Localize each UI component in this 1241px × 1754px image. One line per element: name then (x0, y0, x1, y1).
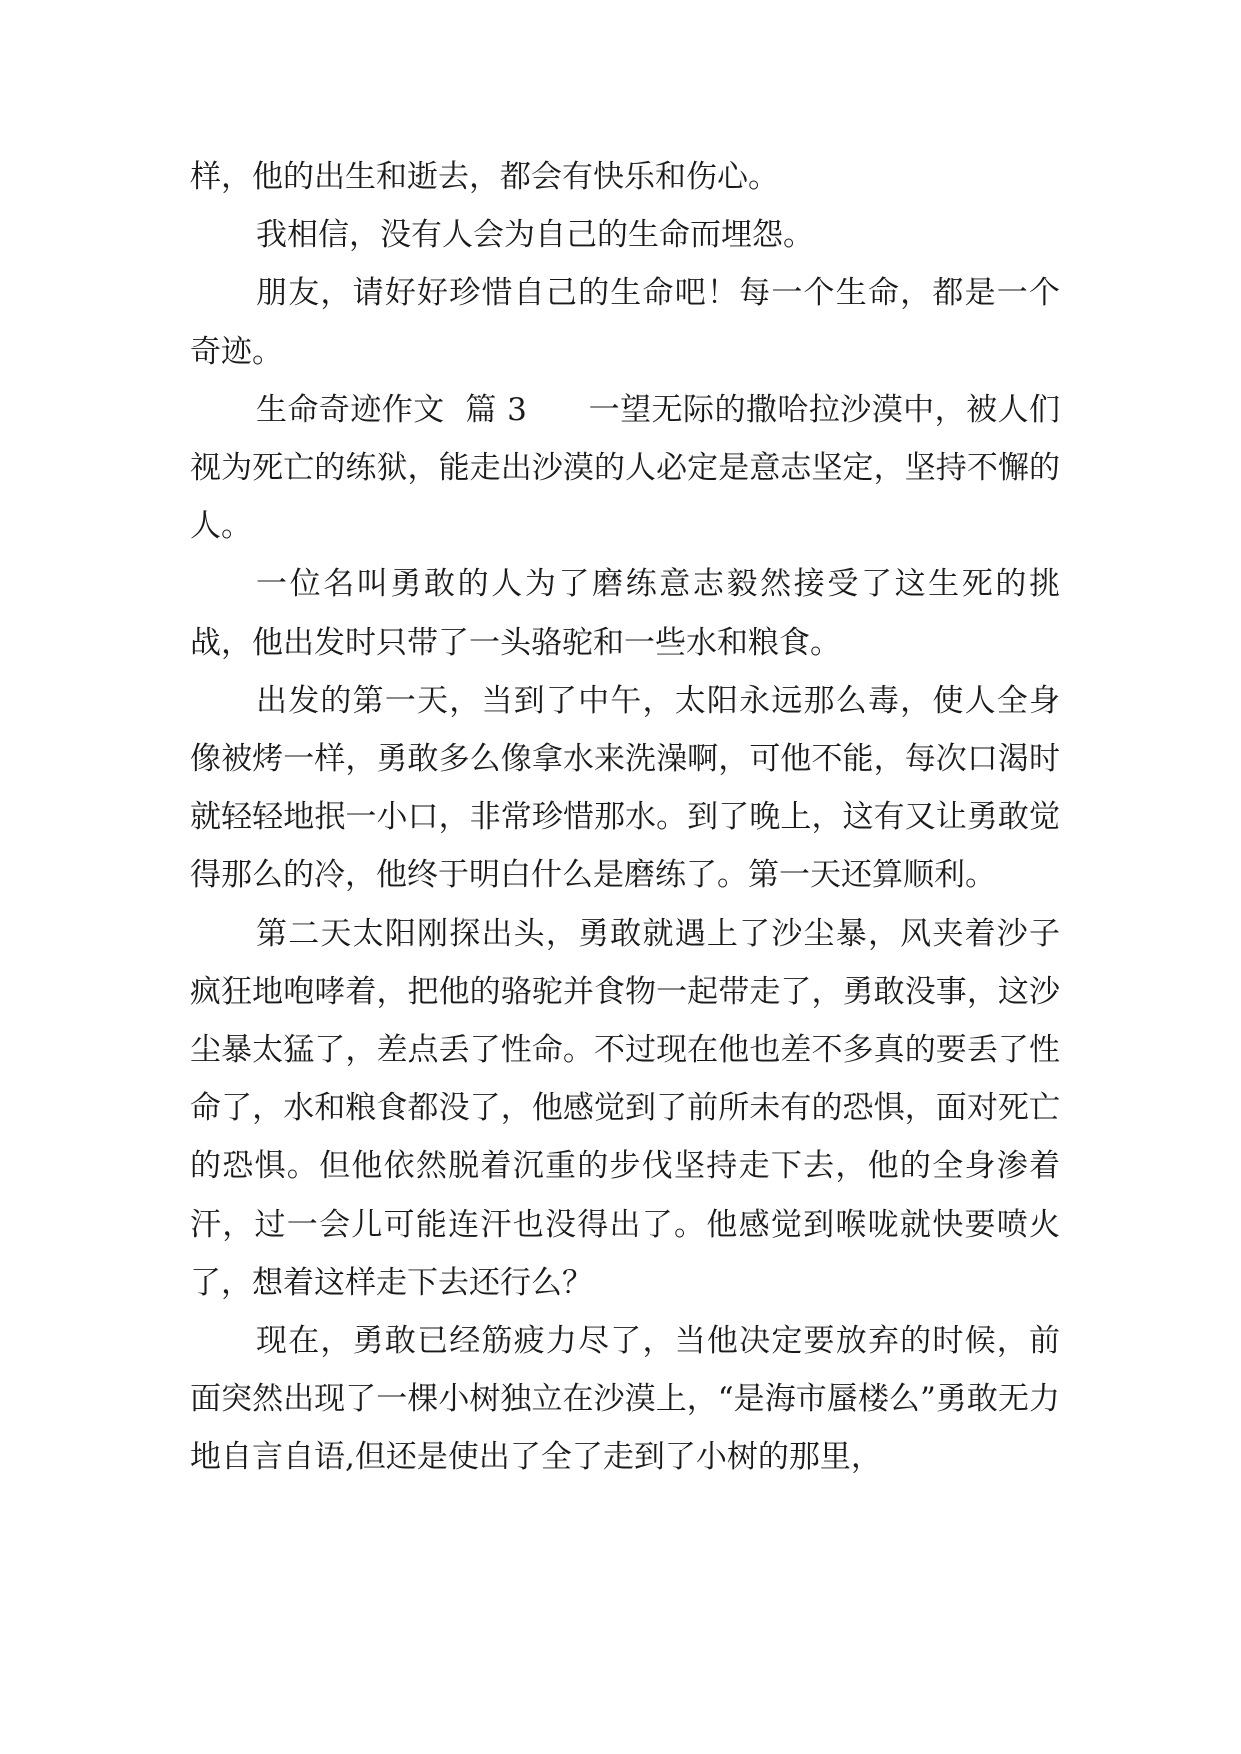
paragraph-continuation: 样，他的出生和逝去，都会有快乐和伤心。 (190, 159, 779, 195)
paragraph: 第二天太阳刚探出头，勇敢就遇上了沙尘暴，风夹着沙子疯狂地咆哮着，把他的骆驼并食物一起带走了，勇敢没事，这沙尘暴太猛了，差点丢了性命。不过现在他也差不多真的要丢了性命了，水和粮食都没了，他感觉到了前所未有的恐惧，面对死亡的恐惧。但他依然脱着沉重的步伐坚持走下去，他的全身渗着汗，过一会儿可能连汗也没得出了。他感觉到喉咙就快要喷火了，想着这样走下去还行么？ (190, 915, 1060, 1301)
paragraph: 出发的第一天，当到了中午，太阳永远那么毒，使人全身像被烤一样，勇敢多么像拿水来洗澡啊，可他不能，每次口渴时就轻轻地抿一小口，非常珍惜那水。到了晚上，这有又让勇敢觉得那么的冷，他终于明白什么是磨练了。第一天还算顺利。 (190, 682, 1060, 894)
paragraph: 我相信，没有人会为自己的生命而埋怨。 (256, 217, 814, 254)
paragraph: 一位名叫勇敢的人为了磨练意志毅然接受了这生死的挑战，他出发时只带了一头骆驼和一些水和粮食。 (190, 566, 1060, 661)
paragraph-section-heading: 生命奇迹作文 篇 3 一望无际的撒哈拉沙漠中，被人们视为死亡的练狱，能走出沙漠的人必定是意志坚定，坚持不懈的人。 (190, 391, 1060, 545)
body-text (190, 148, 1060, 1487)
paragraph: 现在，勇敢已经筋疲力尽了，当他决定要放弃的时候，前面突然出现了一棵小树独立在沙漠上，“是海市蜃楼么”勇敢无力地自言自语,但还是使出了全了走到了小树的那里， (190, 1323, 1060, 1476)
paragraph: 朋友，请好好珍惜自己的生命吧！每一个生命，都是一个奇迹。 (190, 275, 1060, 370)
